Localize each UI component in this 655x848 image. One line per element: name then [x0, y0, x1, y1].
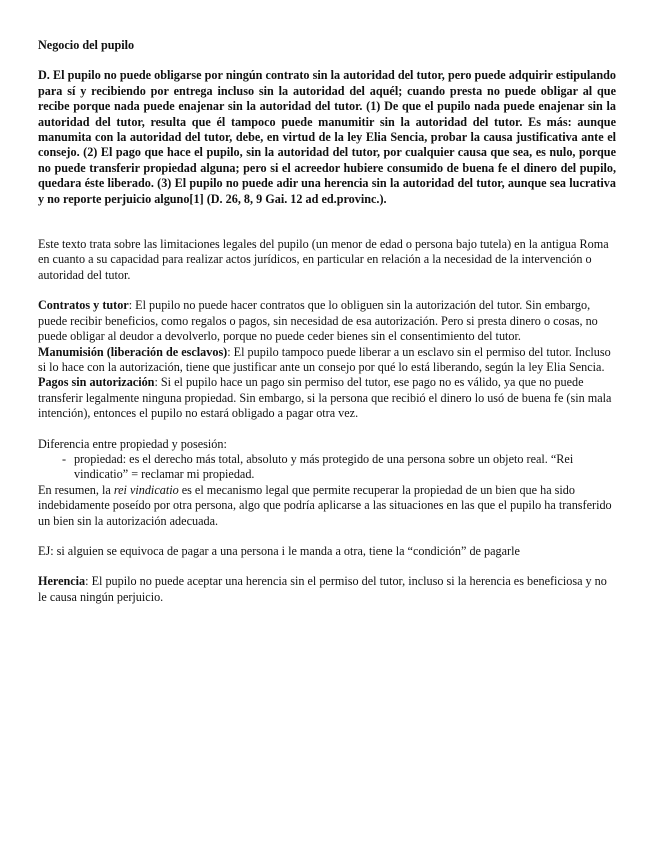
section-term: Herencia — [38, 574, 86, 589]
section-herencia — [38, 574, 616, 605]
document-title: Negocio del pupilo — [38, 38, 135, 52]
section-text: : Si el pupilo hace un pago sin permiso del tutor, ese pago no es válido, ya que no puede transferir legalmente ninguna propiedad. Sin embargo, si la persona que recibió el dinero lo usó de buena fe (sin mala intención), entonces el pupilo no estará obligado a pagar otra vez. — [38, 375, 612, 421]
difference-heading: Diferencia entre propiedad y posesión: — [38, 436, 227, 451]
section-term: Manumisión (liberación de esclavos) — [38, 344, 228, 359]
spacer — [38, 559, 616, 574]
section-text: : El pupilo tampoco puede liberar a un esclavo sin el permiso del tutor. Incluso si lo hace con la autorización, tiene que justificar ante un consejo por qué lo está liberando, según la ley Elia Sencia. — [38, 344, 611, 374]
list-item — [38, 452, 616, 483]
section-term: Contratos y tutor — [38, 298, 129, 313]
summary-rest: es el mecanismo legal que permite recuperar la propiedad de un bien que ha sido indebidamente poseído por otra persona, algo que podría aplicarse a las situaciones en las que el pupilo ha transferido un bien sin la autorización adecuada. — [38, 482, 612, 528]
intro-paragraph: Este texto trata sobre las limitaciones legales del pupilo (un menor de edad o persona bajo tutela) en la antigua Roma en cuanto a su capacidad para realizar actos jurídicos, en particular en relación a la necesidad de la intervención o autoridad del tutor. — [38, 237, 609, 282]
spacer — [38, 222, 616, 237]
section-contratos — [38, 298, 616, 344]
document-page — [38, 38, 616, 605]
spacer — [38, 283, 616, 298]
source-text-paragraph: D. El pupilo no puede obligarse por ningún contrato sin la autoridad del tutor, pero puede adquirir estipulando para sí y recibiendo por entrega incluso sin la autoridad del aquél; cuando presta no puede obligar al que recibe porque nada puede enajenar sin la autoridad del tutor. (1) De que el pupilo nada puede enajenar sin la autoridad del tutor, resulta que él tampoco puede manumitir sin la autoridad del tutor. Es más: aunque manumita con la autoridad del tutor, debe, en virtud de la ley Elia Sencia, probar la causa justificativa ante el consejo. (2) El pago que hace el pupilo, sin la autoridad del tutor, por cualquier causa que sea, es nulo, porque no puede transferir propiedad alguna; pero si el acreedor hubiere consumido de buena fe el dinero del pupilo, quedara éste liberado. (3) El pupilo no puede adir una herencia sin la autoridad del tutor, aunque sea lucrativa y no reporte perjuicio alguno[1] (D. 26, 8, 9 Gai. 12 ad ed.provinc.). — [38, 68, 616, 206]
spacer — [38, 422, 616, 437]
summary-paragraph — [38, 483, 616, 529]
section-term: Pagos sin autorización — [38, 375, 155, 390]
summary-prefix: En resumen, la — [38, 482, 114, 497]
section-text: : El pupilo no puede hacer contratos que lo obliguen sin la autorización del tutor. Sin embargo, puede recibir beneficios, como regalos o pagos, sin necesidad de esa autorización. Pero si presta dinero o cosas, no puede obligar al deudor a devolverlo, porque no puede ceder bienes sin el consentimiento del tutor. — [38, 298, 598, 344]
bullet-text: propiedad: es el derecho más total, absoluto y más protegido de una persona sobre un objeto real. “Rei vindicatio” = reclamar mi propiedad. — [74, 451, 574, 482]
bullet-dash: - — [62, 451, 67, 466]
example-paragraph: EJ: si alguien se equivoca de pagar a una persona i le manda a otra, tiene la “condición” de pagarle — [38, 543, 520, 558]
section-manumision — [38, 345, 616, 376]
section-pagos — [38, 375, 616, 421]
spacer — [38, 529, 616, 544]
summary-term: rei vindicatio — [113, 482, 179, 497]
section-text: : El pupilo no puede aceptar una herencia sin el permiso del tutor, incluso si la herencia es beneficiosa y no le causa ningún perjuicio. — [38, 574, 607, 604]
